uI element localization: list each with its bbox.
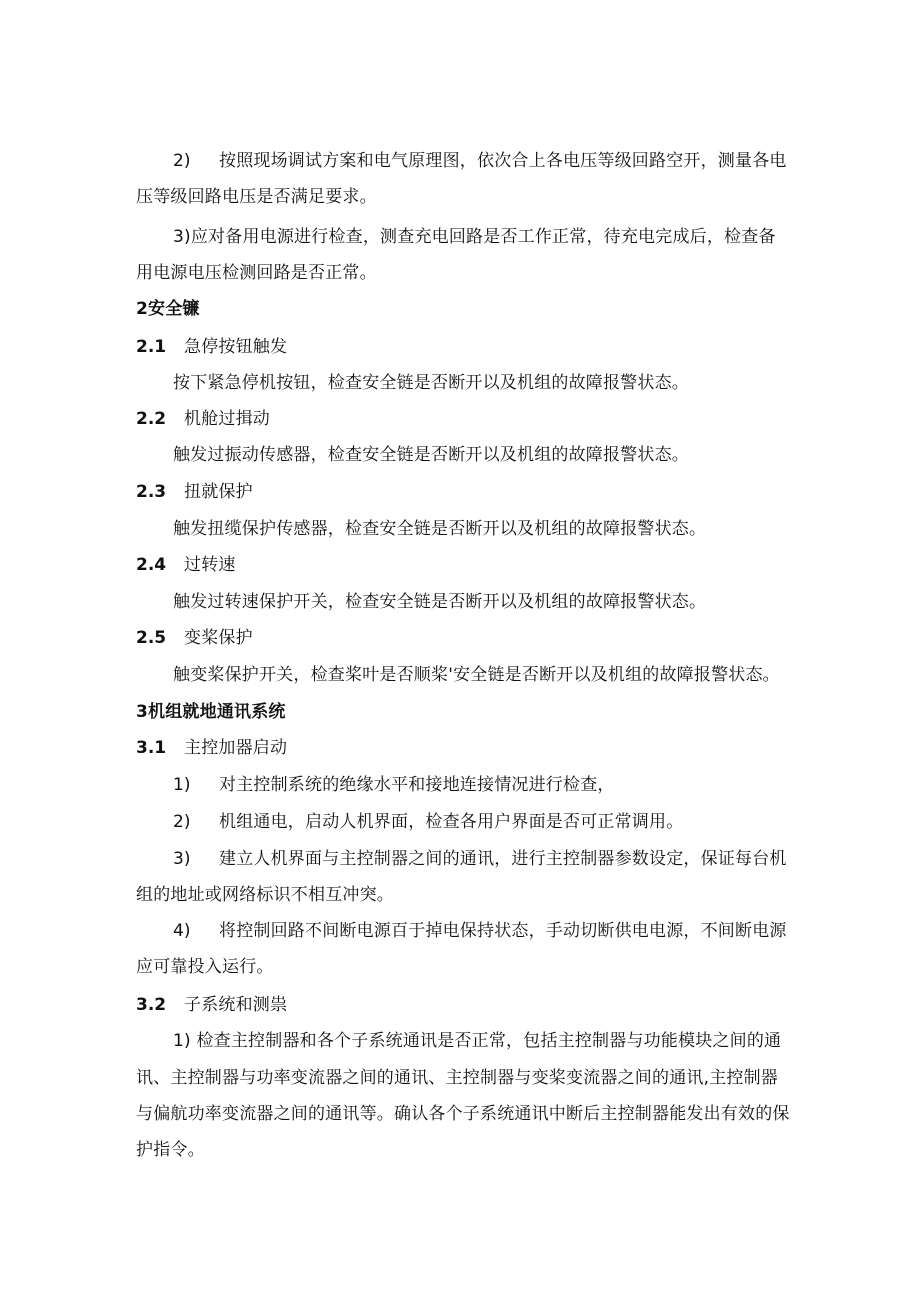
list-number: 2) bbox=[173, 151, 191, 171]
paragraph-line: 触发扭缆保护传感器，检查安全链是否断开以及机组的故障报警状态。 bbox=[173, 519, 707, 539]
paragraph-line: 按照现场调试方案和电气原理图，依次合上各电压等级回路空开，测量各电 bbox=[219, 151, 787, 171]
paragraph-line: 与偏航功率变流器之间的通讯等。确认各个子系统通讯中断后主控制器能发出有效的保 bbox=[136, 1104, 790, 1124]
paragraph-line: 触发过振动传感器，检查安全链是否断开以及机组的故障报警状态。 bbox=[173, 445, 689, 465]
list-item-text: 应可靠投入运行。 bbox=[136, 957, 274, 977]
paragraph-line: 3)应对备用电源进行检查，测查充电回路是否工作正常，待充电完成后，检查备 bbox=[173, 227, 776, 247]
list-number: 4) bbox=[173, 921, 191, 941]
subsection-title: 变桨保护 bbox=[184, 628, 253, 648]
subsection-title: 急停按钮触发 bbox=[184, 337, 288, 357]
list-number: 1) bbox=[173, 775, 191, 795]
subsection-title: 扭就保护 bbox=[184, 482, 253, 502]
list-item-text: 组的地址或网络标识不相互冲突。 bbox=[136, 885, 394, 905]
subsection-number: 2.3 bbox=[136, 482, 167, 502]
paragraph-line: 护指令。 bbox=[136, 1140, 205, 1160]
paragraph-line: 用电源电压检测回路是否正常。 bbox=[136, 263, 377, 283]
subsection-number: 2.2 bbox=[136, 409, 167, 429]
paragraph-line: 触变桨保护开关，检查桨叶是否顺桨'安全链是否断开以及机组的故障报警状态。 bbox=[173, 665, 780, 685]
subsection-number: 2.5 bbox=[136, 628, 167, 648]
subsection-number: 3.1 bbox=[136, 738, 167, 758]
section-heading: 2安全镰 bbox=[136, 299, 200, 319]
subsection-title: 机舱过揖动 bbox=[184, 409, 270, 429]
list-item-text: 将控制回路不间断电源百于掉电保持状态，手动切断供电电源，不间断电源 bbox=[219, 921, 787, 941]
list-item-text: 机组通电，启动人机界面，检查各用户界面是否可正常调用。 bbox=[219, 812, 684, 832]
section-heading: 3机组就地通讯系统 bbox=[136, 702, 286, 722]
subsection-title: 主控加器启动 bbox=[184, 738, 288, 758]
list-item-text: 建立人机界面与主控制器之间的通讯，进行主控制器参数设定，保证每台机 bbox=[219, 849, 787, 869]
subsection-number: 2.4 bbox=[136, 555, 167, 575]
subsection-title: 过转速 bbox=[184, 555, 236, 575]
list-number: 3) bbox=[173, 849, 191, 869]
subsection-title: 子系统和测祟 bbox=[184, 995, 288, 1015]
list-number: 2) bbox=[173, 812, 191, 832]
paragraph-line: 触发过转速保护开关，检查安全链是否断开以及机组的故障报警状态。 bbox=[173, 592, 707, 612]
subsection-number: 3.2 bbox=[136, 995, 167, 1015]
paragraph-line: 按下紧急停机按钮，检查安全链是否断开以及机组的故障报警状态。 bbox=[173, 373, 689, 393]
list-item-text: 对主控制系统的绝缘水平和接地连接情况进行检查， bbox=[219, 775, 615, 795]
paragraph-line: 讯、主控制器与功率变流器之间的通讯、主控制器与变桨变流器之间的通讯,主控制器 bbox=[136, 1068, 779, 1088]
paragraph-line: 1) 检查主控制器和各个子系统通讯是否正常，包括主控制器与功能模块之间的通 bbox=[173, 1031, 782, 1051]
subsection-number: 2.1 bbox=[136, 337, 167, 357]
paragraph-line: 压等级回路电压是否满足要求。 bbox=[136, 187, 377, 207]
